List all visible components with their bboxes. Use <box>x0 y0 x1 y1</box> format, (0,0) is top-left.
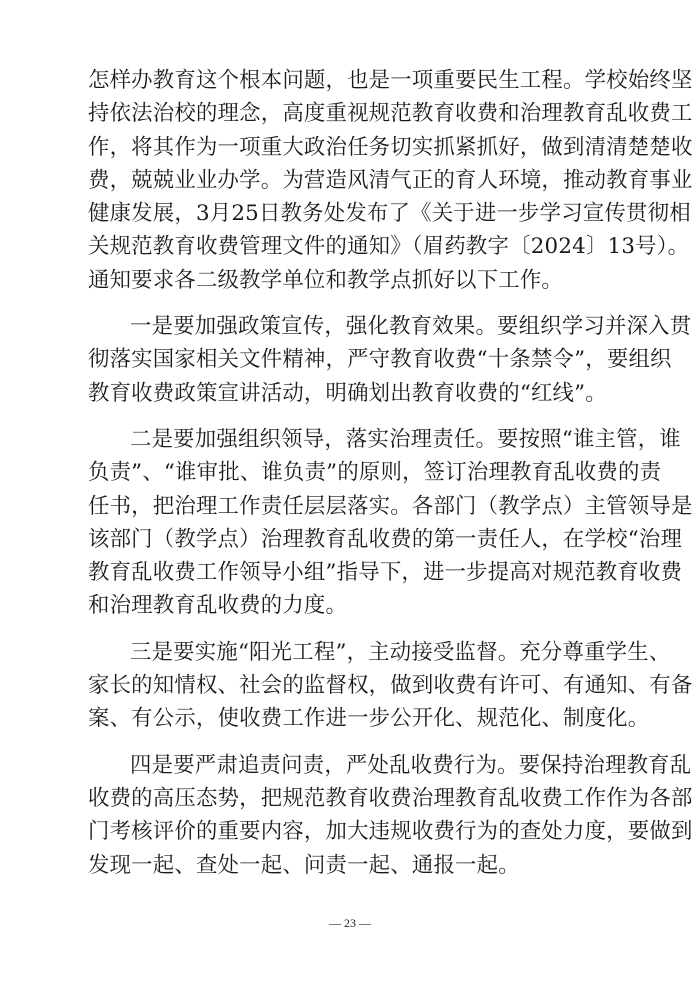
text-line: 持依法治校的理念，高度重视规范教育收费和治理教育乱收费工 <box>88 101 693 127</box>
text-line: 任书，把治理工作责任层层落实。各部门（教学点）主管领导是 <box>88 493 693 519</box>
paragraph-item-2 <box>88 423 693 623</box>
text-line: 四是要严肃追责问责，严处乱收费行为。要保持治理教育乱 <box>130 752 692 778</box>
paragraph-item-3 <box>88 636 693 736</box>
paragraph-item-4 <box>88 749 693 882</box>
text-line: 该部门（教学点）治理教育乱收费的第一责任人，在学校“治理 <box>88 526 683 552</box>
text-line: 怎样办教育这个根本问题，也是一项重要民生工程。学校始终坚 <box>88 68 693 93</box>
page-number: — 23 — <box>329 916 371 930</box>
document-body <box>88 64 693 882</box>
text-line: 三是要实施“阳光工程”，主动接受监督。充分尊重学生、 <box>130 639 671 665</box>
text-line: 一是要加强政策宣传，强化教育效果。要组织学习并深入贯 <box>130 314 692 340</box>
text-line: 费，兢兢业业办学。为营造风清气正的育人环境，推动教育事业 <box>88 167 693 193</box>
paragraph-intro <box>88 64 693 297</box>
text-line: 二是要加强组织领导，落实治理责任。要按照“谁主管，谁 <box>130 426 681 452</box>
text-line: 发现一起、查处一起、问责一起、通报一起。 <box>88 852 520 878</box>
text-line: 门考核评价的重要内容，加大违规收费行为的查处力度，要做到 <box>88 819 693 845</box>
paragraph-item-1 <box>88 310 692 410</box>
text-line: 和治理教育乱收费的力度。 <box>88 593 348 619</box>
text-line: 作，将其作为一项重大政治任务切实抓紧抓好，做到清清楚楚收 <box>88 134 693 160</box>
text-line: 关规范教育收费管理文件的通知》（眉药教字〔2024〕13号）。 <box>88 234 690 260</box>
text-line: 彻落实国家相关文件精神，严守教育收费“十条禁令”，要组织 <box>88 347 672 373</box>
text-line: 教育乱收费工作领导小组”指导下，进一步提高对规范教育收费 <box>88 560 683 586</box>
text-line: 健康发展，3月25日教务处发布了《关于进一步学习宣传贯彻相 <box>88 201 691 227</box>
text-line: 收费的高压态势，把规范教育收费治理教育乱收费工作作为各部 <box>88 785 693 811</box>
text-line: 通知要求各二级教学单位和教学点抓好以下工作。 <box>88 267 563 293</box>
text-line: 家长的知情权、社会的监督权，做到收费有许可、有通知、有备 <box>88 673 693 699</box>
text-line: 案、有公示，使收费工作进一步公开化、规范化、制度化。 <box>88 706 650 732</box>
text-line: 负责”、“谁审批、谁负责”的原则，签订治理教育乱收费的责 <box>88 460 662 486</box>
text-line: 教育收费政策宣讲活动，明确划出教育收费的“红线”。 <box>88 380 607 406</box>
